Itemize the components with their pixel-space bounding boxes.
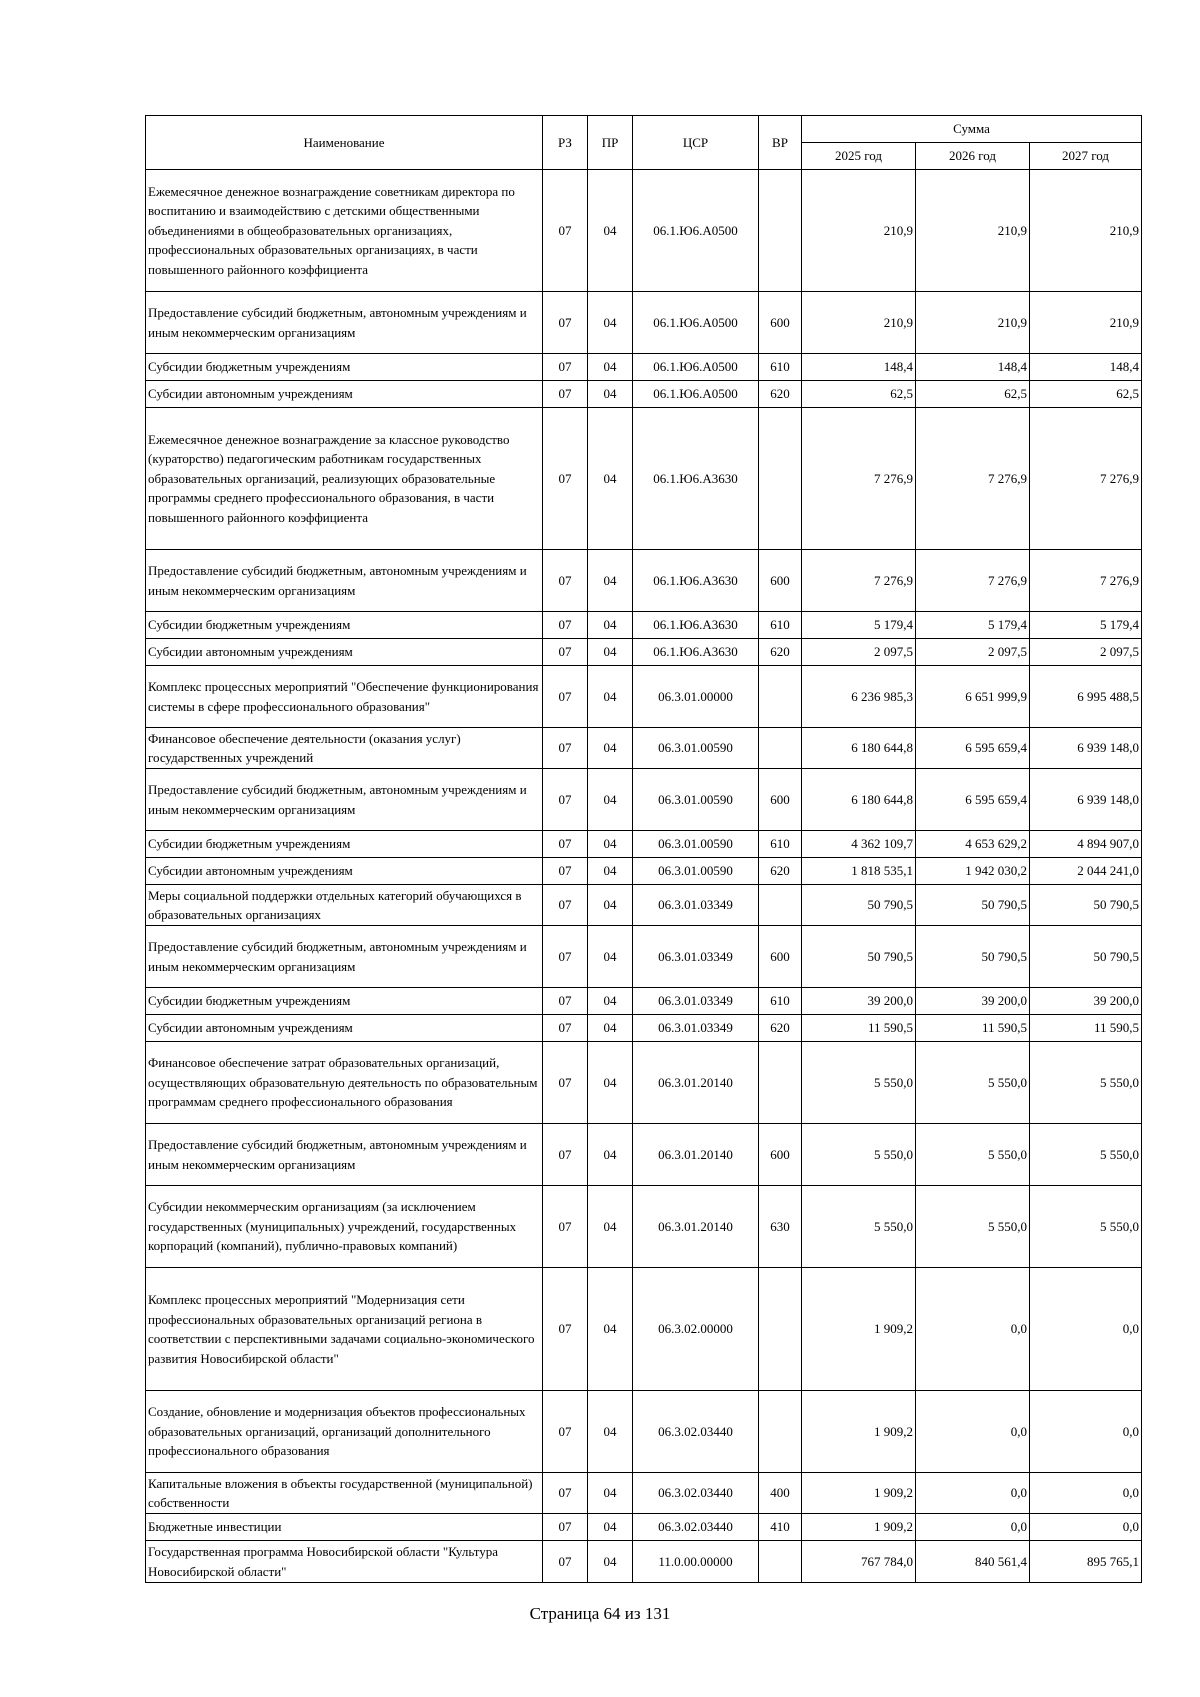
row-sum-2026: 0,0 [916, 1268, 1030, 1391]
row-csr: 06.3.01.00590 [633, 728, 759, 769]
row-sum-2025: 1 909,2 [802, 1514, 916, 1541]
row-sum-2025: 5 550,0 [802, 1186, 916, 1268]
row-sum-2027: 11 590,5 [1030, 1015, 1142, 1042]
row-rz: 07 [543, 1268, 588, 1391]
table-row [146, 1541, 1142, 1583]
table-row [146, 831, 1142, 858]
row-vr [759, 1541, 802, 1583]
row-pr: 04 [588, 1541, 633, 1583]
table-row [146, 769, 1142, 831]
table-row [146, 1268, 1142, 1391]
row-sum-2025: 50 790,5 [802, 885, 916, 926]
row-name: Субсидии некоммерческим организациям (за исключением государственных (муниципальных) учреждений, государственных корпораций (компаний), публично-правовых компаний) [146, 1186, 543, 1268]
row-sum-2025: 2 097,5 [802, 639, 916, 666]
row-vr [759, 170, 802, 292]
table-row [146, 1391, 1142, 1473]
row-name: Предоставление субсидий бюджетным, автономным учреждениям и иным некоммерческим организациям [146, 550, 543, 612]
row-pr: 04 [588, 769, 633, 831]
row-sum-2027: 39 200,0 [1030, 988, 1142, 1015]
row-rz: 07 [543, 858, 588, 885]
header-pr: ПР [588, 116, 633, 170]
row-vr [759, 885, 802, 926]
row-pr: 04 [588, 885, 633, 926]
row-sum-2026: 6 595 659,4 [916, 728, 1030, 769]
row-pr: 04 [588, 381, 633, 408]
table-row [146, 292, 1142, 354]
row-sum-2027: 5 550,0 [1030, 1124, 1142, 1186]
row-name: Субсидии автономным учреждениям [146, 1015, 543, 1042]
row-sum-2025: 50 790,5 [802, 926, 916, 988]
row-name: Субсидии бюджетным учреждениям [146, 354, 543, 381]
row-sum-2027: 5 179,4 [1030, 612, 1142, 639]
row-csr: 06.3.01.00590 [633, 831, 759, 858]
row-pr: 04 [588, 1186, 633, 1268]
header-csr: ЦСР [633, 116, 759, 170]
row-sum-2026: 4 653 629,2 [916, 831, 1030, 858]
row-sum-2026: 7 276,9 [916, 408, 1030, 550]
table-row [146, 381, 1142, 408]
row-name: Финансовое обеспечение деятельности (оказания услуг) государственных учреждений [146, 728, 543, 769]
row-sum-2026: 2 097,5 [916, 639, 1030, 666]
row-sum-2025: 5 179,4 [802, 612, 916, 639]
row-name: Предоставление субсидий бюджетным, автономным учреждениям и иным некоммерческим организациям [146, 292, 543, 354]
row-vr: 620 [759, 1015, 802, 1042]
table-row [146, 1186, 1142, 1268]
header-vr: ВР [759, 116, 802, 170]
row-rz: 07 [543, 769, 588, 831]
row-sum-2025: 210,9 [802, 292, 916, 354]
row-csr: 06.3.01.00590 [633, 858, 759, 885]
row-name: Ежемесячное денежное вознаграждение за классное руководство (кураторство) педагогическим работникам государственных образовательных организаций, реализующих образовательные программы среднего профессионального образования, в части повышенного районного коэффициента [146, 408, 543, 550]
row-sum-2027: 895 765,1 [1030, 1541, 1142, 1583]
row-sum-2026: 148,4 [916, 354, 1030, 381]
row-sum-2025: 1 818 535,1 [802, 858, 916, 885]
row-sum-2026: 50 790,5 [916, 926, 1030, 988]
row-rz: 07 [543, 1186, 588, 1268]
row-sum-2025: 6 180 644,8 [802, 769, 916, 831]
row-sum-2026: 6 651 999,9 [916, 666, 1030, 728]
row-rz: 07 [543, 1124, 588, 1186]
table-row [146, 612, 1142, 639]
row-rz: 07 [543, 612, 588, 639]
row-rz: 07 [543, 170, 588, 292]
row-pr: 04 [588, 354, 633, 381]
row-sum-2026: 0,0 [916, 1391, 1030, 1473]
row-csr: 06.1.Ю6.А3630 [633, 408, 759, 550]
row-pr: 04 [588, 728, 633, 769]
row-pr: 04 [588, 926, 633, 988]
row-name: Создание, обновление и модернизация объектов профессиональных образовательных организаций, организаций дополнительного профессионального образования [146, 1391, 543, 1473]
row-pr: 04 [588, 1015, 633, 1042]
row-csr: 06.1.Ю6.А3630 [633, 639, 759, 666]
row-sum-2026: 39 200,0 [916, 988, 1030, 1015]
row-sum-2025: 11 590,5 [802, 1015, 916, 1042]
table-row [146, 1015, 1142, 1042]
table-row [146, 1042, 1142, 1124]
row-pr: 04 [588, 666, 633, 728]
row-name: Субсидии бюджетным учреждениям [146, 988, 543, 1015]
row-csr: 06.1.Ю6.А0500 [633, 381, 759, 408]
row-sum-2026: 5 550,0 [916, 1042, 1030, 1124]
row-sum-2027: 6 995 488,5 [1030, 666, 1142, 728]
row-pr: 04 [588, 170, 633, 292]
row-rz: 07 [543, 885, 588, 926]
row-sum-2025: 148,4 [802, 354, 916, 381]
row-vr: 610 [759, 831, 802, 858]
row-csr: 06.1.Ю6.А0500 [633, 170, 759, 292]
row-csr: 06.3.01.03349 [633, 988, 759, 1015]
row-sum-2027: 0,0 [1030, 1268, 1142, 1391]
row-sum-2026: 840 561,4 [916, 1541, 1030, 1583]
row-vr: 600 [759, 926, 802, 988]
row-sum-2025: 1 909,2 [802, 1268, 916, 1391]
row-name: Предоставление субсидий бюджетным, автономным учреждениям и иным некоммерческим организациям [146, 1124, 543, 1186]
row-csr: 06.3.01.20140 [633, 1124, 759, 1186]
row-rz: 07 [543, 550, 588, 612]
row-pr: 04 [588, 550, 633, 612]
row-sum-2027: 0,0 [1030, 1473, 1142, 1514]
header-sum: Сумма [802, 116, 1142, 143]
row-vr: 620 [759, 381, 802, 408]
row-csr: 06.3.01.20140 [633, 1042, 759, 1124]
row-vr: 620 [759, 858, 802, 885]
row-pr: 04 [588, 1042, 633, 1124]
row-csr: 06.3.01.00000 [633, 666, 759, 728]
row-csr: 11.0.00.00000 [633, 1541, 759, 1583]
row-vr [759, 408, 802, 550]
row-pr: 04 [588, 831, 633, 858]
row-rz: 07 [543, 639, 588, 666]
row-csr: 06.3.01.03349 [633, 926, 759, 988]
row-rz: 07 [543, 408, 588, 550]
header-name: Наименование [146, 116, 543, 170]
row-sum-2027: 62,5 [1030, 381, 1142, 408]
table-row [146, 1514, 1142, 1541]
row-vr [759, 728, 802, 769]
row-sum-2027: 50 790,5 [1030, 926, 1142, 988]
row-pr: 04 [588, 1391, 633, 1473]
row-sum-2027: 210,9 [1030, 292, 1142, 354]
row-sum-2027: 5 550,0 [1030, 1186, 1142, 1268]
table-row [146, 550, 1142, 612]
table-row [146, 885, 1142, 926]
row-vr [759, 666, 802, 728]
row-sum-2026: 210,9 [916, 170, 1030, 292]
row-sum-2027: 0,0 [1030, 1391, 1142, 1473]
row-sum-2025: 62,5 [802, 381, 916, 408]
row-name: Капитальные вложения в объекты государственной (муниципальной) собственности [146, 1473, 543, 1514]
row-pr: 04 [588, 639, 633, 666]
row-csr: 06.1.Ю6.А3630 [633, 550, 759, 612]
row-sum-2027: 5 550,0 [1030, 1042, 1142, 1124]
header-year-2027: 2027 год [1030, 143, 1142, 170]
row-csr: 06.3.02.03440 [633, 1391, 759, 1473]
row-rz: 07 [543, 988, 588, 1015]
row-vr: 600 [759, 769, 802, 831]
row-name: Субсидии бюджетным учреждениям [146, 612, 543, 639]
row-csr: 06.1.Ю6.А3630 [633, 612, 759, 639]
row-rz: 07 [543, 728, 588, 769]
row-name: Субсидии автономным учреждениям [146, 858, 543, 885]
row-csr: 06.3.01.03349 [633, 885, 759, 926]
row-rz: 07 [543, 292, 588, 354]
row-rz: 07 [543, 1514, 588, 1541]
row-name: Ежемесячное денежное вознаграждение советникам директора по воспитанию и взаимодействию с детскими общественными объединениями в общеобразовательных организациях, профессиональных образовательных организациях, в части повышенного районного коэффициента [146, 170, 543, 292]
table-row [146, 408, 1142, 550]
row-name: Субсидии автономным учреждениям [146, 639, 543, 666]
row-pr: 04 [588, 292, 633, 354]
table-row [146, 926, 1142, 988]
row-sum-2025: 1 909,2 [802, 1473, 916, 1514]
row-sum-2026: 7 276,9 [916, 550, 1030, 612]
row-rz: 07 [543, 1473, 588, 1514]
row-sum-2026: 11 590,5 [916, 1015, 1030, 1042]
row-sum-2026: 5 550,0 [916, 1186, 1030, 1268]
row-sum-2027: 210,9 [1030, 170, 1142, 292]
row-sum-2025: 5 550,0 [802, 1124, 916, 1186]
row-rz: 07 [543, 666, 588, 728]
row-sum-2027: 6 939 148,0 [1030, 769, 1142, 831]
row-vr: 410 [759, 1514, 802, 1541]
row-vr [759, 1268, 802, 1391]
row-name: Государственная программа Новосибирской области "Культура Новосибирской области" [146, 1541, 543, 1583]
row-sum-2027: 2 097,5 [1030, 639, 1142, 666]
row-csr: 06.3.01.00590 [633, 769, 759, 831]
row-sum-2026: 5 179,4 [916, 612, 1030, 639]
row-pr: 04 [588, 1124, 633, 1186]
table-row [146, 666, 1142, 728]
row-sum-2026: 6 595 659,4 [916, 769, 1030, 831]
row-pr: 04 [588, 988, 633, 1015]
row-sum-2027: 7 276,9 [1030, 550, 1142, 612]
row-sum-2025: 210,9 [802, 170, 916, 292]
row-sum-2025: 767 784,0 [802, 1541, 916, 1583]
row-vr: 610 [759, 988, 802, 1015]
row-sum-2026: 1 942 030,2 [916, 858, 1030, 885]
row-sum-2025: 6 236 985,3 [802, 666, 916, 728]
row-name: Комплекс процессных мероприятий "Обеспечение функционирования системы в сфере профессионального образования" [146, 666, 543, 728]
row-vr: 400 [759, 1473, 802, 1514]
row-csr: 06.3.02.03440 [633, 1514, 759, 1541]
row-sum-2025: 39 200,0 [802, 988, 916, 1015]
row-sum-2027: 7 276,9 [1030, 408, 1142, 550]
row-sum-2026: 210,9 [916, 292, 1030, 354]
table-row [146, 639, 1142, 666]
row-csr: 06.3.01.20140 [633, 1186, 759, 1268]
row-vr [759, 1391, 802, 1473]
row-csr: 06.3.02.03440 [633, 1473, 759, 1514]
row-sum-2025: 1 909,2 [802, 1391, 916, 1473]
row-vr: 600 [759, 550, 802, 612]
table-row [146, 170, 1142, 292]
row-pr: 04 [588, 1514, 633, 1541]
row-vr: 610 [759, 612, 802, 639]
table-row [146, 1473, 1142, 1514]
header-rz: РЗ [543, 116, 588, 170]
row-rz: 07 [543, 831, 588, 858]
page-number: Страница 64 из 131 [529, 1604, 671, 1623]
row-csr: 06.3.02.00000 [633, 1268, 759, 1391]
row-csr: 06.1.Ю6.А0500 [633, 354, 759, 381]
row-name: Бюджетные инвестиции [146, 1514, 543, 1541]
row-vr [759, 1042, 802, 1124]
header-year-2026: 2026 год [916, 143, 1030, 170]
row-name: Субсидии бюджетным учреждениям [146, 831, 543, 858]
row-sum-2025: 5 550,0 [802, 1042, 916, 1124]
row-sum-2027: 2 044 241,0 [1030, 858, 1142, 885]
row-pr: 04 [588, 1473, 633, 1514]
row-name: Субсидии автономным учреждениям [146, 381, 543, 408]
table-row [146, 1124, 1142, 1186]
row-name: Предоставление субсидий бюджетным, автономным учреждениям и иным некоммерческим организациям [146, 769, 543, 831]
row-name: Комплекс процессных мероприятий "Модернизация сети профессиональных образовательных организаций региона в соответствии с перспективными задачами социально-экономического развития Новосибирской области" [146, 1268, 543, 1391]
row-pr: 04 [588, 408, 633, 550]
row-sum-2026: 50 790,5 [916, 885, 1030, 926]
row-sum-2025: 4 362 109,7 [802, 831, 916, 858]
row-vr: 610 [759, 354, 802, 381]
row-csr: 06.1.Ю6.А0500 [633, 292, 759, 354]
row-sum-2025: 6 180 644,8 [802, 728, 916, 769]
row-pr: 04 [588, 1268, 633, 1391]
row-vr: 620 [759, 639, 802, 666]
row-vr: 600 [759, 1124, 802, 1186]
row-sum-2027: 6 939 148,0 [1030, 728, 1142, 769]
row-sum-2027: 50 790,5 [1030, 885, 1142, 926]
row-name: Меры социальной поддержки отдельных категорий обучающихся в образовательных организациях [146, 885, 543, 926]
row-rz: 07 [543, 354, 588, 381]
row-sum-2027: 0,0 [1030, 1514, 1142, 1541]
row-name: Финансовое обеспечение затрат образовательных организаций, осуществляющих образовательную деятельность по образовательным программам среднего профессионального образования [146, 1042, 543, 1124]
row-rz: 07 [543, 1541, 588, 1583]
table-row [146, 858, 1142, 885]
row-csr: 06.3.01.03349 [633, 1015, 759, 1042]
row-vr: 630 [759, 1186, 802, 1268]
row-sum-2026: 0,0 [916, 1514, 1030, 1541]
row-name: Предоставление субсидий бюджетным, автономным учреждениям и иным некоммерческим организациям [146, 926, 543, 988]
row-rz: 07 [543, 1015, 588, 1042]
row-sum-2027: 4 894 907,0 [1030, 831, 1142, 858]
row-vr: 600 [759, 292, 802, 354]
row-rz: 07 [543, 1042, 588, 1124]
header-year-2025: 2025 год [802, 143, 916, 170]
table-row [146, 988, 1142, 1015]
row-pr: 04 [588, 612, 633, 639]
budget-table [145, 115, 1142, 1583]
table-row [146, 354, 1142, 381]
table-row [146, 728, 1142, 769]
row-sum-2027: 148,4 [1030, 354, 1142, 381]
row-rz: 07 [543, 926, 588, 988]
row-sum-2025: 7 276,9 [802, 550, 916, 612]
row-rz: 07 [543, 381, 588, 408]
row-sum-2026: 62,5 [916, 381, 1030, 408]
row-sum-2026: 5 550,0 [916, 1124, 1030, 1186]
row-rz: 07 [543, 1391, 588, 1473]
row-sum-2025: 7 276,9 [802, 408, 916, 550]
row-pr: 04 [588, 858, 633, 885]
row-sum-2026: 0,0 [916, 1473, 1030, 1514]
table-body [146, 170, 1142, 1583]
